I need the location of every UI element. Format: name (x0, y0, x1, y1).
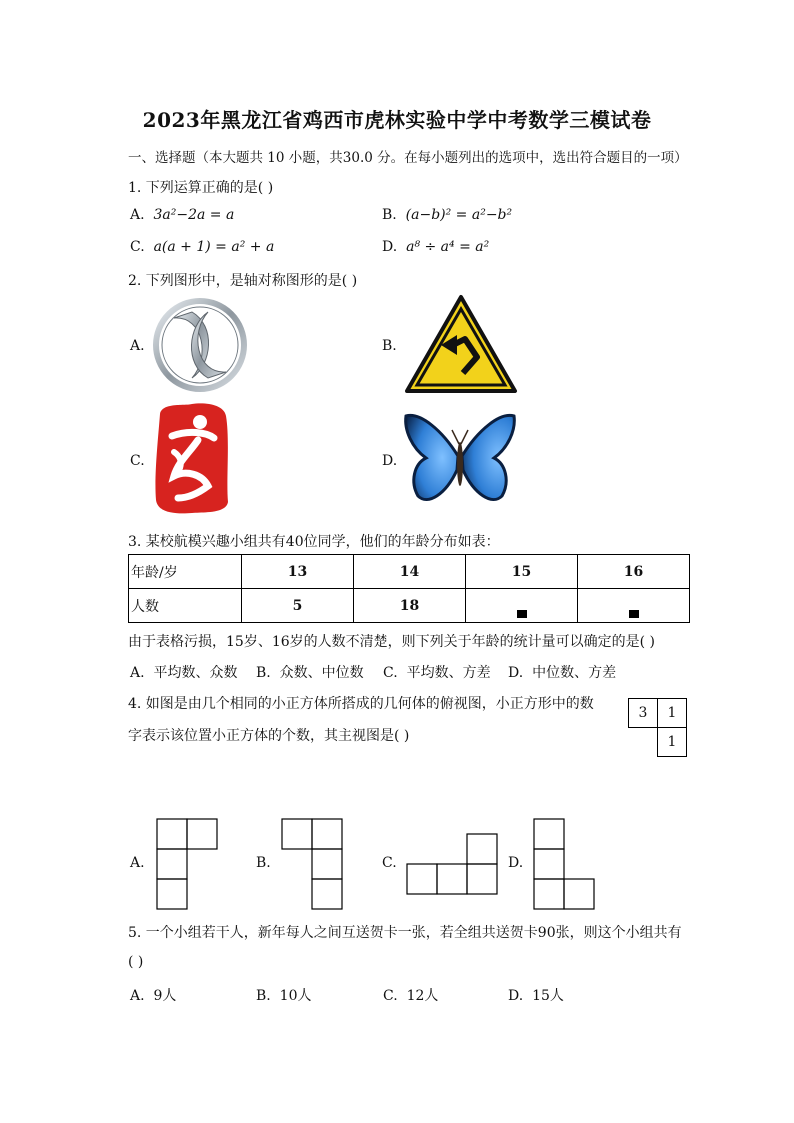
q1-stem: 1. 下列运算正确的是( ) (128, 180, 274, 196)
q1-c-text: a(a + 1) = a² + a (153, 239, 275, 255)
table-cell: 16 (578, 555, 690, 589)
age-distribution-table (128, 554, 690, 623)
q5-option-d[interactable] (508, 985, 564, 1005)
q4-d-label[interactable]: D. (508, 855, 524, 871)
q5-a-text: 9人 (153, 988, 177, 1004)
q4-b-label[interactable]: B. (256, 855, 271, 871)
page-title: 2023年黑龙江省鸡西市虎林实验中学中考数学三模试卷 (142, 108, 652, 132)
q5-d-text: 15人 (532, 988, 564, 1004)
q3-option-d[interactable] (508, 662, 616, 682)
q2-c-label[interactable]: C. (130, 453, 145, 469)
table-cell-smudged (578, 589, 690, 623)
q3-a-label: A. (130, 665, 145, 681)
table-row (129, 589, 690, 623)
q3-c-text: 平均数、方差 (406, 665, 491, 681)
q3-c-label: C. (383, 665, 398, 681)
q4-stem-line1: 4. 如图是由几个相同的小正方体所搭成的几何体的俯视图，小正方形中的数 (128, 696, 594, 712)
q5-d-label: D. (508, 988, 524, 1004)
q1-b-text: (a−b)² = a²−b² (405, 207, 513, 223)
table-cell: 18 (354, 589, 466, 623)
q1-a-label: A. (130, 207, 145, 223)
butterfly-image (402, 410, 518, 508)
q3-option-c[interactable] (383, 662, 491, 682)
q5-a-label: A. (130, 988, 145, 1004)
q3-d-text: 中位数、方差 (532, 665, 617, 681)
q5-c-label: C. (383, 988, 398, 1004)
q4-a-label[interactable]: A. (130, 855, 145, 871)
section-heading: 一、选择题（本大题共 10 小题，共30.0 分。在每小题列出的选项中，选出符合题目的一项） (128, 150, 688, 166)
table-header-age: 年龄/岁 (129, 555, 242, 589)
table-cell: 5 (242, 589, 354, 623)
front-view-option-c[interactable] (406, 833, 498, 895)
q3-b-label: B. (256, 665, 271, 681)
front-view-option-d[interactable] (533, 818, 595, 910)
table-cell: 15 (466, 555, 578, 589)
q3-b-text: 众数、中位数 (279, 665, 364, 681)
grid-cell: 1 (658, 699, 687, 728)
q2-b-label[interactable]: B. (382, 338, 397, 354)
car-logo-image (152, 298, 248, 392)
grid-cell-empty (629, 728, 658, 757)
table-cell: 13 (242, 555, 354, 589)
q3-option-b[interactable] (256, 662, 364, 682)
q5-c-text: 12人 (406, 988, 439, 1004)
q5-b-label: B. (256, 988, 271, 1004)
q1-option-c[interactable] (130, 239, 274, 255)
q2-a-label[interactable]: A. (130, 338, 145, 354)
q5-option-b[interactable] (256, 985, 311, 1005)
table-cell-smudged (466, 589, 578, 623)
front-view-option-a[interactable] (156, 818, 218, 910)
q5-stem-line2: ( ) (128, 954, 144, 970)
warning-sign-image (405, 295, 517, 393)
q1-b-label: B. (382, 207, 397, 223)
q1-option-a[interactable] (130, 207, 234, 223)
q3-option-a[interactable] (130, 662, 237, 682)
grid-cell: 1 (658, 728, 687, 757)
q1-a-text: 3a²−2a = a (153, 207, 235, 223)
front-view-option-b[interactable] (281, 818, 343, 910)
q2-stem: 2. 下列图形中，是轴对称图形的是( ) (128, 273, 358, 289)
q2-d-label[interactable]: D. (382, 453, 398, 469)
q5-option-c[interactable] (383, 985, 438, 1005)
q5-option-a[interactable] (130, 985, 176, 1005)
table-row (129, 555, 690, 589)
q5-b-text: 10人 (279, 988, 312, 1004)
q5-stem-line1: 5. 一个小组若干人，新年每人之间互送贺卡一张，若全组共送贺卡90张，则这个小组共有 (128, 925, 682, 941)
q4-c-label[interactable]: C. (382, 855, 397, 871)
q3-stem: 3. 某校航模兴趣小组共有40位同学，他们的年龄分布如表： (128, 534, 500, 550)
q3-d-label: D. (508, 665, 524, 681)
ink-smudge (629, 610, 639, 618)
ink-smudge (517, 610, 527, 618)
top-view-grid (628, 698, 687, 757)
q3-follow: 由于表格污损，15岁、16岁的人数不清楚，则下列关于年龄的统计量可以确定的是( ) (128, 634, 656, 650)
table-cell: 14 (354, 555, 466, 589)
q1-d-label: D. (382, 239, 398, 255)
q1-c-label: C. (130, 239, 145, 255)
q4-stem-line2: 字表示该位置小正方体的个数，其主视图是( ) (128, 728, 410, 744)
q1-option-b[interactable] (382, 207, 512, 223)
q1-option-d[interactable] (382, 239, 489, 255)
table-header-count: 人数 (129, 589, 242, 623)
grid-cell: 3 (629, 699, 658, 728)
q1-d-text: a⁸ ÷ a⁴ = a² (406, 239, 490, 255)
q3-a-text: 平均数、众数 (153, 665, 238, 681)
olympic-seal-image (152, 400, 232, 516)
